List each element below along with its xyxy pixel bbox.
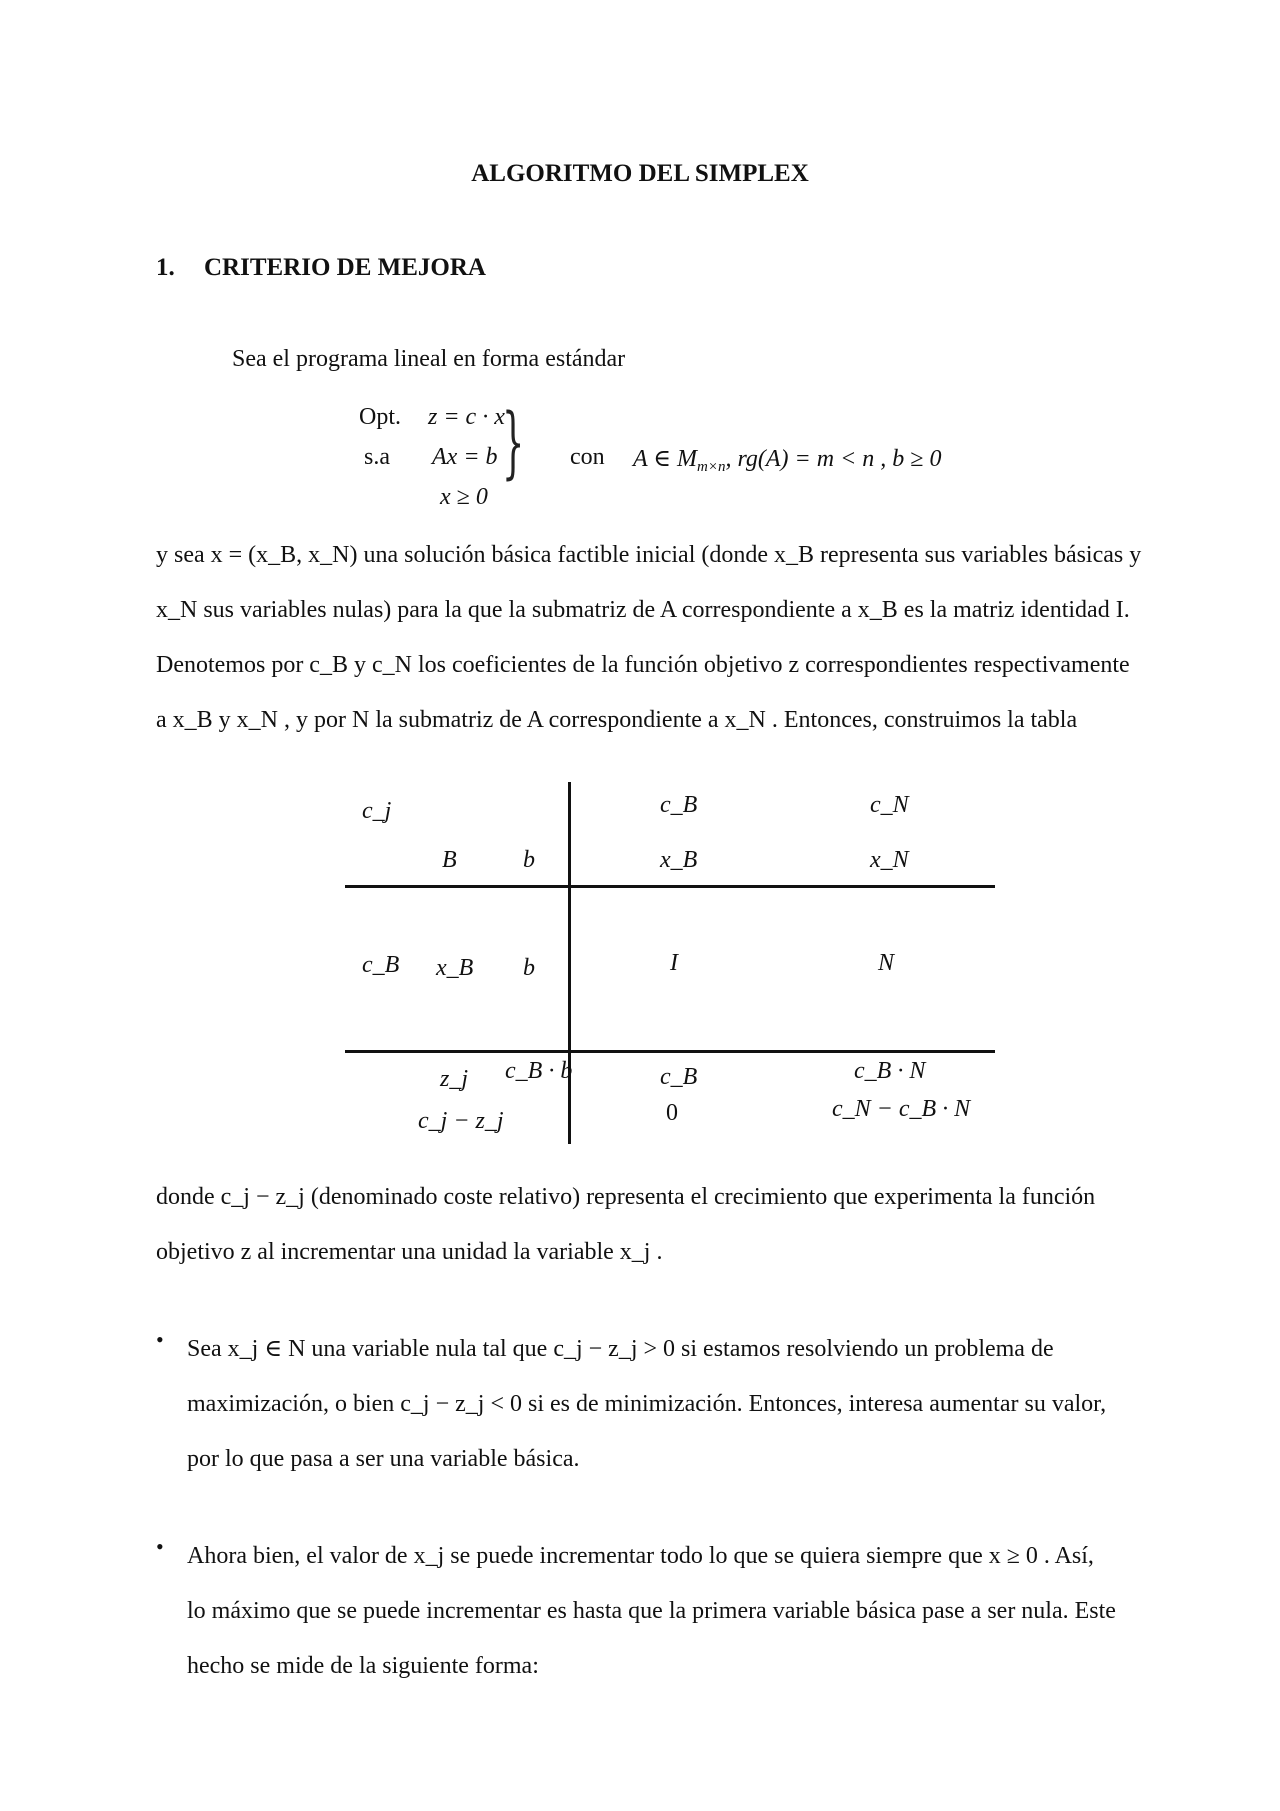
section-title: CRITERIO DE MEJORA	[204, 254, 486, 281]
cell-cB-row: c_B	[362, 952, 400, 978]
bullet-1	[187, 1322, 1197, 1487]
cell-cB-header: c_B	[660, 792, 698, 818]
paragraph-1-line-3: Denotemos por c_B y c_N los coeficientes de la función objetivo z correspondientes respectivamente	[156, 652, 1130, 678]
paragraph-2-line-1: donde c_j − z_j (denominado coste relativo) representa el crecimiento que experimenta la función	[156, 1184, 1096, 1210]
cell-cj-zj: c_j − z_j	[418, 1108, 504, 1134]
section-number: 1.	[156, 254, 175, 281]
cell-cB-b: c_B · b	[505, 1058, 573, 1084]
nonneg-text: x ≥ 0	[440, 484, 488, 510]
bullet-1-line-2: maximización, o bien c_j − z_j < 0 si es de minimización. Entonces, interesa aumentar su valor,	[187, 1391, 1107, 1417]
bullet-2-line-3: hecho se mide de la siguiente forma:	[187, 1653, 539, 1679]
cell-zj: z_j	[440, 1066, 469, 1092]
paragraph-1-line-2: x_N sus variables nulas) para la que la submatriz de A correspondiente a x_B es la matriz identidad I.	[156, 597, 1130, 623]
conditions-sub: m×n	[696, 459, 726, 475]
tableau-footer-rule	[345, 1050, 995, 1053]
cell-xB-row: x_B	[436, 955, 474, 981]
page-title: ALGORITMO DEL SIMPLEX	[471, 160, 809, 187]
nonneg-eq	[440, 484, 488, 511]
opt-label: Opt.	[359, 404, 401, 430]
bullet-2	[187, 1529, 1197, 1694]
con-label: con	[570, 444, 605, 470]
paragraph-1-line-4: a x_B y x_N , y por N la submatriz de A correspondiente a x_N . Entonces, construimos la tabla	[156, 707, 1078, 733]
constraint-text: Ax = b	[432, 444, 498, 470]
conditions-a: A ∈ M	[633, 446, 697, 472]
cell-xN-header: x_N	[870, 847, 909, 873]
cell-cN-minus: c_N − c_B · N	[832, 1096, 971, 1122]
paragraph-1	[156, 528, 1196, 748]
right-brace: }	[502, 398, 525, 488]
bullet-1-line-3: por lo que pasa a ser una variable básica.	[187, 1446, 580, 1472]
objective-text: z = c · x	[428, 404, 505, 430]
paragraph-1-line-1: y sea x = (x_B, x_N) una solución básica factible inicial (donde x_B representa sus variables básicas y	[156, 542, 1142, 568]
cell-b-header: b	[523, 847, 535, 873]
bullet-2-line-1: Ahora bien, el valor de x_j se puede incrementar todo lo que se quiera siempre que x ≥ 0 . Así,	[187, 1543, 1094, 1569]
cell-cN-header: c_N	[870, 792, 909, 818]
intro-text: Sea el programa lineal en forma estándar	[232, 346, 626, 372]
tableau-header-rule	[345, 885, 995, 888]
sa-label: s.a	[364, 444, 390, 470]
objective-eq	[428, 404, 505, 431]
paragraph-2-line-2: objetivo z al incrementar una unidad la variable x_j .	[156, 1239, 663, 1265]
tableau-vertical-rule	[568, 782, 571, 1144]
conditions-b: , rg(A) = m < n , b ≥ 0	[725, 446, 942, 472]
paragraph-2	[156, 1170, 1196, 1280]
cell-xB-header: x_B	[660, 847, 698, 873]
cell-cB-N: c_B · N	[854, 1058, 926, 1084]
cell-b-row: b	[523, 955, 535, 981]
cell-N: N	[878, 950, 895, 976]
cell-zero: 0	[666, 1100, 678, 1126]
bullet-1-line-1: Sea x_j ∈ N una variable nula tal que c_j − z_j > 0 si estamos resolviendo un problema de	[187, 1336, 1054, 1362]
cell-B: B	[442, 847, 457, 873]
cell-cB-footer: c_B	[660, 1064, 698, 1090]
constraint-eq	[432, 444, 498, 471]
cell-I: I	[670, 950, 678, 976]
conditions	[633, 444, 941, 473]
bullet-2-glyph: •	[156, 1534, 164, 1559]
cell-cj: c_j	[362, 798, 392, 824]
bullet-2-line-2: lo máximo que se puede incrementar es hasta que la primera variable básica pase a ser nula. Este	[187, 1598, 1116, 1624]
bullet-1-glyph: •	[156, 1327, 164, 1352]
